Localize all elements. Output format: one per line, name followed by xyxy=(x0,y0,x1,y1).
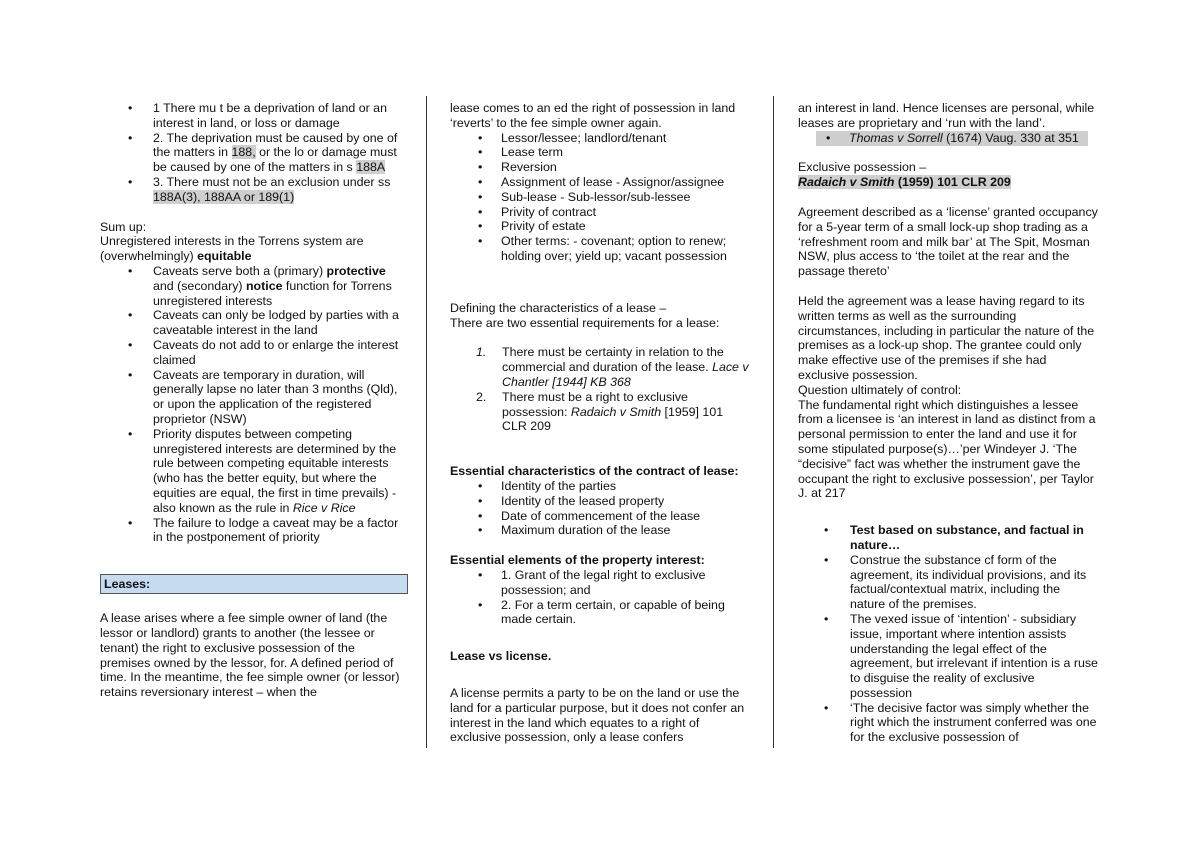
bullet-icon: • xyxy=(478,478,483,493)
bullet-icon: • xyxy=(478,493,483,508)
column-divider-right xyxy=(773,96,774,748)
list-item: • Test based on substance, and factual in nature… xyxy=(824,523,1084,552)
test-list xyxy=(798,523,1098,745)
bullet-icon: • xyxy=(824,611,829,626)
list-item: • Identity of the leased property xyxy=(478,493,665,508)
lease-vs-license-heading: Lease vs license. xyxy=(450,649,552,664)
question-line: Question ultimately of control: xyxy=(798,382,962,397)
list-item: • ‘The decisive factor was simply whether the right which the instrument conferred was one for the exclusive possession of xyxy=(824,700,1097,745)
column-divider-left xyxy=(426,96,427,748)
list-item: • Reversion xyxy=(478,160,557,175)
bullet-icon: • xyxy=(128,308,133,323)
column-3 xyxy=(798,101,1098,745)
list-item: • Assignment of lease - Assignor/assignee xyxy=(478,174,725,189)
contract-list xyxy=(450,479,750,538)
bullet-icon: • xyxy=(128,337,133,352)
bullet-icon: • xyxy=(478,160,483,175)
list-item: 2. There must be a right to exclusive possession: Radaich v Smith [1959] 101 CLR 209 xyxy=(476,389,724,434)
list-item: • 1 There mu t be a deprivation of land or an interest in land, or loss or damage xyxy=(128,101,387,130)
bullet-icon: • xyxy=(478,174,483,189)
bullet-icon: • xyxy=(478,523,483,538)
bullet-icon: • xyxy=(128,263,133,278)
defining-subheading: There are two essential requirements for a lease: xyxy=(450,315,720,330)
list-item: 1. There must be certainty in relation to the commercial and duration of the lease. Lace v Chantler [1944] KB 368 xyxy=(476,345,749,389)
list-item: • Thomas v Sorrell (1674) Vaug. 330 at 351 xyxy=(798,131,1098,146)
bullet-icon: • xyxy=(478,130,483,145)
bullet-icon: • xyxy=(824,552,829,567)
contract-heading: Essential characteristics of the contract of lease: xyxy=(450,464,739,479)
defining-heading: Defining the characteristics of a lease – xyxy=(450,300,667,315)
column-1 xyxy=(100,101,408,700)
sumup-text: Unregistered interests in the Torrens system are (overwhelmingly) equitable xyxy=(100,234,364,264)
agreement-paragraph: Agreement described as a ‘license’ granted occupancy for a 5-year term of a small lock-up shop trading as a ‘refreshment room and milk bar’ at The Spit, Mosman NSW, plus access to ‘the toilet at the rear and the passage thereto’ xyxy=(798,204,1098,279)
list-item: • Privity of estate xyxy=(478,219,586,234)
list-number: 1. xyxy=(476,345,487,360)
property-heading: Essential elements of the property interest: xyxy=(450,553,705,568)
bullet-icon: • xyxy=(478,145,483,160)
continued-paragraph: an interest in land. Hence licenses are personal, while leases are proprietary and ‘run with the land’. xyxy=(798,101,1095,130)
list-item: • The vexed issue of ‘intention’ - subsidiary issue, important where intention assists understanding the legal effect of the agreement, but irrelevant if intention is a ruse to disguise the reality of exclusive possession xyxy=(824,611,1098,700)
list-item: • Maximum duration of the lease xyxy=(478,523,671,538)
list-number: 2. xyxy=(476,389,487,404)
lease-terms-list xyxy=(450,131,750,264)
case-cite-list xyxy=(798,131,1098,146)
bullet-icon: • xyxy=(478,204,483,219)
column-2 xyxy=(450,101,750,745)
list-item: • Caveats serve both a (primary) protective and (secondary) notice function for Torrens unregistered interests xyxy=(128,263,392,308)
bullet-icon: • xyxy=(478,597,483,612)
requirements-list xyxy=(450,345,750,434)
leases-heading: Leases: xyxy=(100,574,408,594)
bullet-icon: • xyxy=(478,189,483,204)
list-item: • 3. There must not be an exclusion under ss 188A(3), 188AA or 189(1) xyxy=(128,174,391,204)
list-item: • Lease term xyxy=(478,145,563,160)
bullet-icon: • xyxy=(478,219,483,234)
list-item: • Caveats are temporary in duration, will generally lapse no later than 3 months (Qld), or upon the application of the registered proprietor (NSW) xyxy=(128,367,398,426)
bullet-icon: • xyxy=(128,101,133,115)
bullet-icon: • xyxy=(826,130,831,145)
bullet-icon: • xyxy=(478,567,483,582)
bullet-icon: • xyxy=(824,523,829,538)
caveats-list xyxy=(100,264,408,545)
bullet-icon: • xyxy=(824,700,829,715)
bullet-icon: • xyxy=(128,426,133,441)
list-item: • Caveats can only be lodged by parties with a caveatable interest in the land xyxy=(128,308,399,338)
bullet-icon: • xyxy=(478,234,483,249)
list-item: • Lessor/lessee; landlord/tenant xyxy=(478,130,667,145)
exclusive-possession-case: Radaich v Smith (1959) 101 CLR 209 xyxy=(798,175,1011,190)
leases-paragraph: A lease arises where a fee simple owner of land (the lessor or landlord) grants to another (the lessee or tenant) the right to exclusive possession of the premises owned by the lessor, for. A defined period of time. In the meantime, the fee simple owner (or lessor) retains reversionary interest – when the xyxy=(100,611,400,700)
bullet-icon: • xyxy=(128,174,133,189)
list-item: • 2. The deprivation must be caused by one of the matters in 188, or the lo or damage must be caused by one of the matters in s 188A xyxy=(128,130,398,175)
bullet-icon: • xyxy=(128,130,133,145)
held-paragraph: Held the agreement was a lease having regard to its written terms as well as the surrounding circumstances, including in particular the nature of the premises as a lock-up shop. The grantee could only make effective use of the premises if she had exclusive possession. xyxy=(798,293,1095,382)
bullet-icon: • xyxy=(478,508,483,523)
list-item: • Construe the substance cf form of the agreement, its individual provisions, and its factual/contextual matrix, including the nature of the premises. xyxy=(824,552,1087,612)
list-item: • Privity of contract xyxy=(478,204,597,219)
license-paragraph: A license permits a party to be on the land or use the land for a particular purpose, but it does not confer an interest in the land which equates to a right of exclusive possession, only a lease confers xyxy=(450,685,745,745)
bullet-icon: • xyxy=(128,515,133,530)
list-item: • Sub-lease - Sub-lessor/sub-lessee xyxy=(478,189,691,204)
exclusive-possession-label: Exclusive possession – xyxy=(798,160,927,175)
list-item: • Identity of the parties xyxy=(478,478,617,493)
sumup-label: Sum up: xyxy=(100,219,147,234)
property-list xyxy=(450,568,750,627)
list-item: • Priority disputes between competing unregistered interests are determined by the rule between competing equitable interests (who has the better equity, but where the equities are equal, the first in time prevails) - also known as the rule in Rice v Rice xyxy=(128,426,397,515)
list-item: • 1. Grant of the legal right to exclusive possession; and xyxy=(478,567,706,597)
list-item: • Date of commencement of the lease xyxy=(478,508,701,523)
list-item: • Other terms: - covenant; option to renew; holding over; yield up; vacant possession xyxy=(478,234,727,263)
bullet-icon: • xyxy=(128,367,133,382)
continued-paragraph: lease comes to an ed the right of possession in land ‘reverts’ to the fee simple owner again. xyxy=(450,101,736,130)
list-item: • The failure to lodge a caveat may be a factor in the postponement of priority xyxy=(128,515,399,545)
deprivation-list xyxy=(100,101,408,205)
list-item: • 2. For a term certain, or capable of being made certain. xyxy=(478,597,725,627)
fundamental-paragraph: The fundamental right which distinguishes a lessee from a licensee is ‘an interest in land as distinct from a personal permission to enter the land and use it for some stipulated purpose(s)…’per Windeyer J. ‘The “decisive” fact was whether the instrument gave the occupant the right to exclusive possession’, per Taylor J. at 217 xyxy=(798,397,1096,501)
list-item: • Caveats do not add to or enlarge the interest claimed xyxy=(128,337,399,367)
